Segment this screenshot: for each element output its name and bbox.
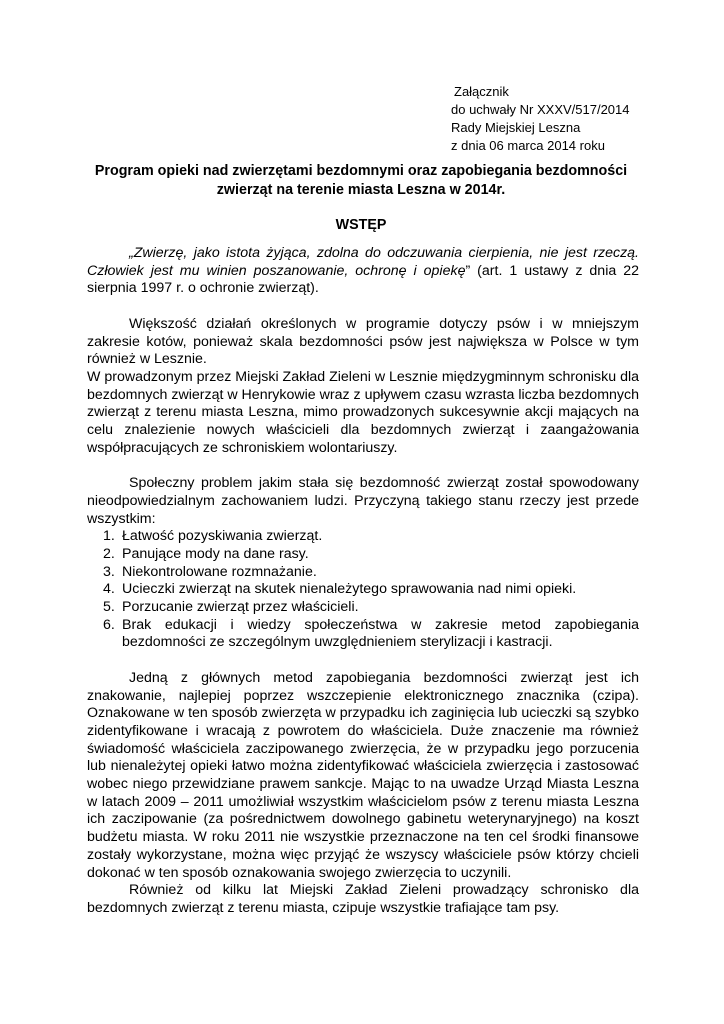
list-item <box>103 599 639 617</box>
list-item-text: Ucieczki zwierząt na skutek nienależytego sprawowania nad nimi opieki. <box>122 581 577 598</box>
resolution-date: z dnia 06 marca 2014 roku <box>451 138 605 153</box>
quote-italic-text: „Zwierzę, jako istota żyjąca, zdolna do odczuwania cierpienia, nie jest rzeczą. Człowiek jest mu winien poszanowanie, ochronę i opiekę <box>87 245 639 279</box>
list-item <box>103 563 639 582</box>
attachment-label: Załącznik <box>454 84 509 99</box>
paragraph-chipping: Jedną z głównych metod zapobiegania bezdomności zwierząt jest ich znakowanie, najlepiej poprzez wszczepienie elektronicznego znacznika (czipa). Oznakowane w ten sposób zwierzęta w przypadku ich zaginięcia lub ucieczki są szybko zidentyfikowane i wracają z powrotem do właściciela. Duże znaczenie ma również świadomość właściciela zaczipowanego zwierzęcia, że w przypadku jego porzucenia lub nienależytej opieki łatwo można zidentyfikować właściciela zwierzęcia i zastosować wobec niego przewidziane prawem sankcje. Mając to na uwadze Urząd Miasta Leszna w latach 2009 – 2011 umożliwiał wszystkim właścicielom psów z terenu miasta Leszna ich zaczipowanie (za pośrednictwem dowolnego gabinetu weterynaryjnego) na koszt budżetu miasta. W roku 2011 nie wszystkie przeznaczone na ten cel środki finansowe zostały wykorzystane, można więc przyjąć że wszyscy właściciele psów którzy chcieli dokonać w ten sposób oznakowania swojego zwierzęcia to uczynili. <box>87 669 639 881</box>
document-body <box>87 245 639 918</box>
attachment-header <box>451 83 630 155</box>
quote-paragraph <box>87 245 639 298</box>
paragraph-social-problem: Społeczny problem jakim stała się bezdomność zwierząt został spowodowany nieodpowiedzialnym zachowaniem ludzi. Przyczyną takiego stanu rzeczy jest przede wszystkim: <box>87 475 639 527</box>
list-item-number: 1. <box>103 528 115 545</box>
list-item-text: Porzucanie zwierząt przez właścicieli. <box>122 599 359 616</box>
section-heading: WSTĘP <box>335 217 387 233</box>
causes-list <box>87 528 639 652</box>
list-item <box>103 528 639 546</box>
list-item <box>103 581 639 599</box>
list-item-number: 6. <box>103 616 115 633</box>
list-item-text: Niekontrolowane rozmnażanie. <box>122 563 317 580</box>
list-item <box>103 616 639 652</box>
paragraph-dogs-scope: Większość działań określonych w programie dotyczy psów i w mniejszym zakresie kotów, ponieważ skala bezdomności psów jest największa w Polsce w tym również w Lesznie. <box>87 315 639 368</box>
list-item-number: 2. <box>103 545 115 562</box>
title-line-1: Program opieki nad zwierzętami bezdomnymi oraz zapobiegania bezdomności <box>94 163 628 179</box>
list-item-number: 5. <box>103 599 115 616</box>
title-line-2: zwierząt na terenie miasta Leszna w 2014r. <box>216 182 506 198</box>
list-item-text: Łatwość pozyskiwania zwierząt. <box>122 528 323 545</box>
list-item-text: Panujące mody na dane rasy. <box>122 545 309 562</box>
paragraph-shelter: W prowadzonym przez Miejski Zakład Zieleni w Lesznie międzygminnym schronisku dla bezdomnych zwierząt w Henrykowie wraz z upływem czasu wzrasta liczba bezdomnych zwierząt z terenu miasta Leszna, mimo prowadzonych sukcesywnie akcji mających na celu znalezienie nowych właścicieli dla bezdomnych zwierząt i zaangażowania współpracujących ze schroniskiem wolontariuszy. <box>87 368 639 456</box>
council-name: Rady Miejskiej Leszna <box>451 120 581 135</box>
list-item-text: Brak edukacji i wiedzy społeczeństwa w zakresie metod zapobiegania bezdomności ze szczególnym uwzględnieniem sterylizacji i kastracji. <box>122 616 639 651</box>
paragraph-shelter-chipping: Również od kilku lat Miejski Zakład Zieleni prowadzący schronisko dla bezdomnych zwierząt z terenu miasta, czipuje wszystkie trafiające tam psy. <box>87 882 639 916</box>
document-title <box>60 162 662 200</box>
list-item-number: 4. <box>103 581 115 598</box>
list-item-number: 3. <box>103 563 115 580</box>
quote-citation: ” (art. 1 ustawy z dnia 22 sierpnia 1997 r. o ochronie zwierząt). <box>87 262 639 297</box>
resolution-number: do uchwały Nr XXXV/517/2014 <box>451 102 630 117</box>
list-item <box>103 545 639 564</box>
